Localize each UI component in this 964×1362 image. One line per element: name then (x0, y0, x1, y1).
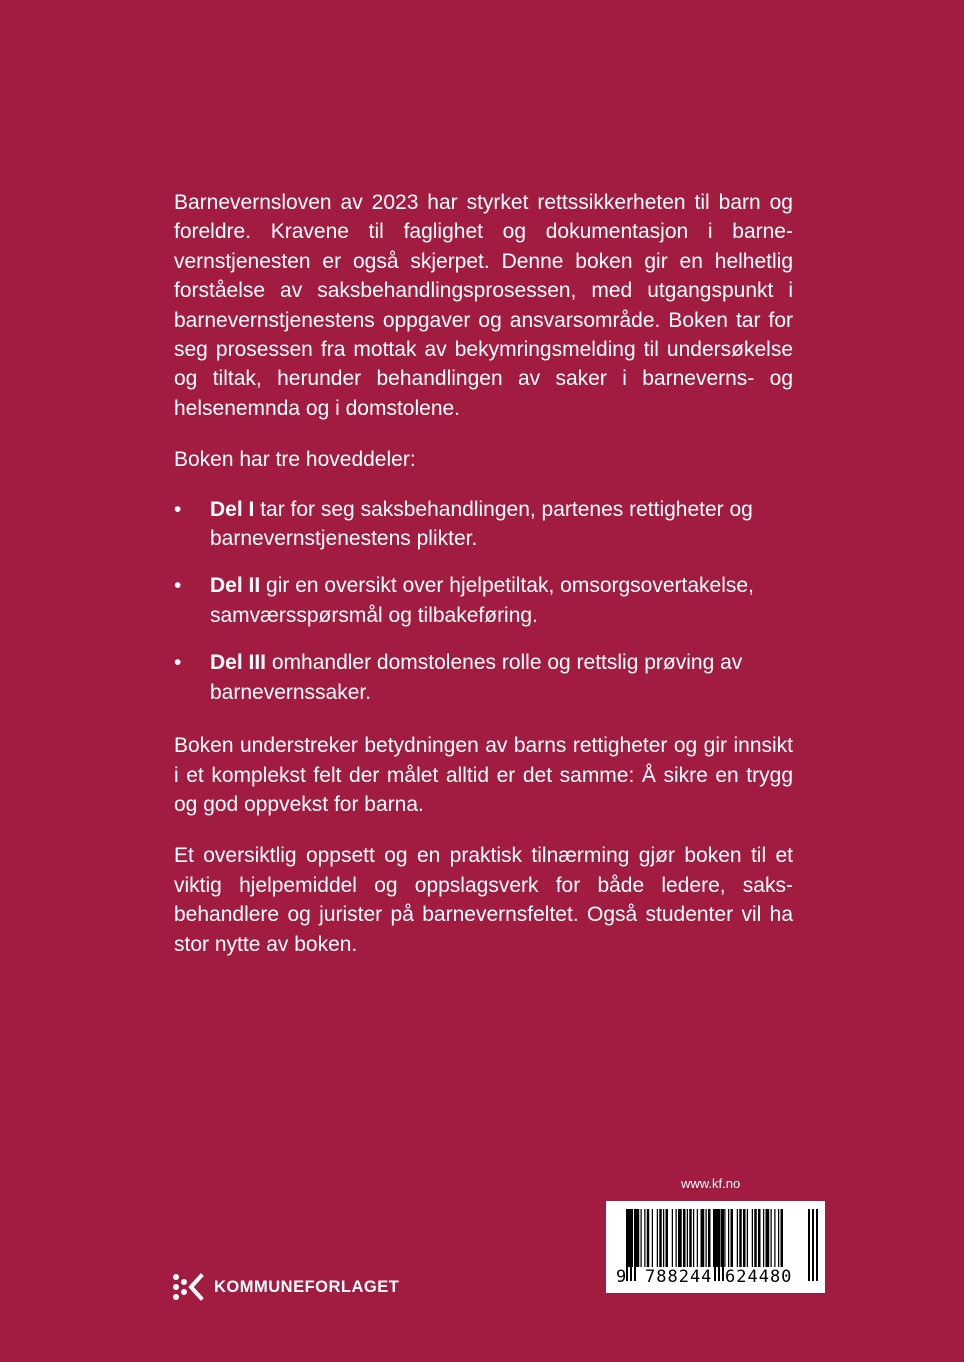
publisher-url: www.kf.no (681, 1176, 741, 1191)
back-cover-text (174, 188, 793, 959)
parts-list (174, 495, 793, 707)
barcode-digit-prefix: 9 (616, 1267, 627, 1287)
summary-paragraph: Boken understreker betydningen av barns rettigheter og gir innsikt i et komplekst felt der målet alltid er det samme: Å sikre en trygg og god oppvekst for barna. (174, 734, 793, 816)
kf-chevron-dots-icon (172, 1273, 204, 1301)
isbn-barcode (606, 1201, 825, 1293)
list-item (174, 648, 776, 707)
bullet-icon: • (174, 651, 182, 675)
closing-paragraph: Et oversiktlig oppsett og en praktisk tilnærming gjør boken til et viktig hjelpemiddel og oppslagsverk for både ledere, saksbehandlere og jurister på barnevernsfeltet. Også studenter vil ha stor nytte av boken. (174, 844, 793, 956)
bullet-icon: • (174, 574, 182, 598)
part-description: gir en oversikt over hjelpetiltak, omsorgsovertakelse, samværsspørsmål og tilbakeføring. (210, 574, 754, 627)
parts-lead: Boken har tre hoveddeler: (174, 448, 416, 472)
part-title: Del III (210, 651, 267, 675)
part-title: Del I (210, 497, 255, 521)
part-description: tar for seg saksbehandlingen, partenes rettigheter og barnevernstjenestens plikter. (210, 497, 753, 551)
part-description: omhandler domstolenes rolle og rettslig prøving av barnevernssaker. (210, 651, 743, 704)
barcode-digits (606, 1267, 825, 1291)
list-item (174, 571, 776, 630)
barcode-digit-group-right: 624480 (725, 1267, 793, 1287)
publisher-name: KOMMUNEFORLAGET (214, 1277, 400, 1296)
bullet-icon: • (174, 497, 182, 521)
list-item (174, 495, 776, 554)
intro-paragraph: Barnevernsloven av 2023 har styrket rettssikkerheten til barn og foreldre. Kravene til faglighet og dokumentasjon i barnevernstjenesten er også skjerpet. Denne boken gir en helhetlig forståelse av saksbehandlingsprosessen, med utgangspunkt i barnevernstjenestens oppgaver og ansvarsområde. Boken tar for seg prosessen fra mottak av bekymringsmelding til undersøkelse og tiltak, herunder behandlingen av saker i barneverns- og helsenemnda og i domstolene. (174, 191, 793, 420)
publisher-logo (172, 1273, 399, 1301)
part-title: Del II (210, 574, 261, 598)
barcode-digit-group-left: 788244 (645, 1267, 713, 1287)
